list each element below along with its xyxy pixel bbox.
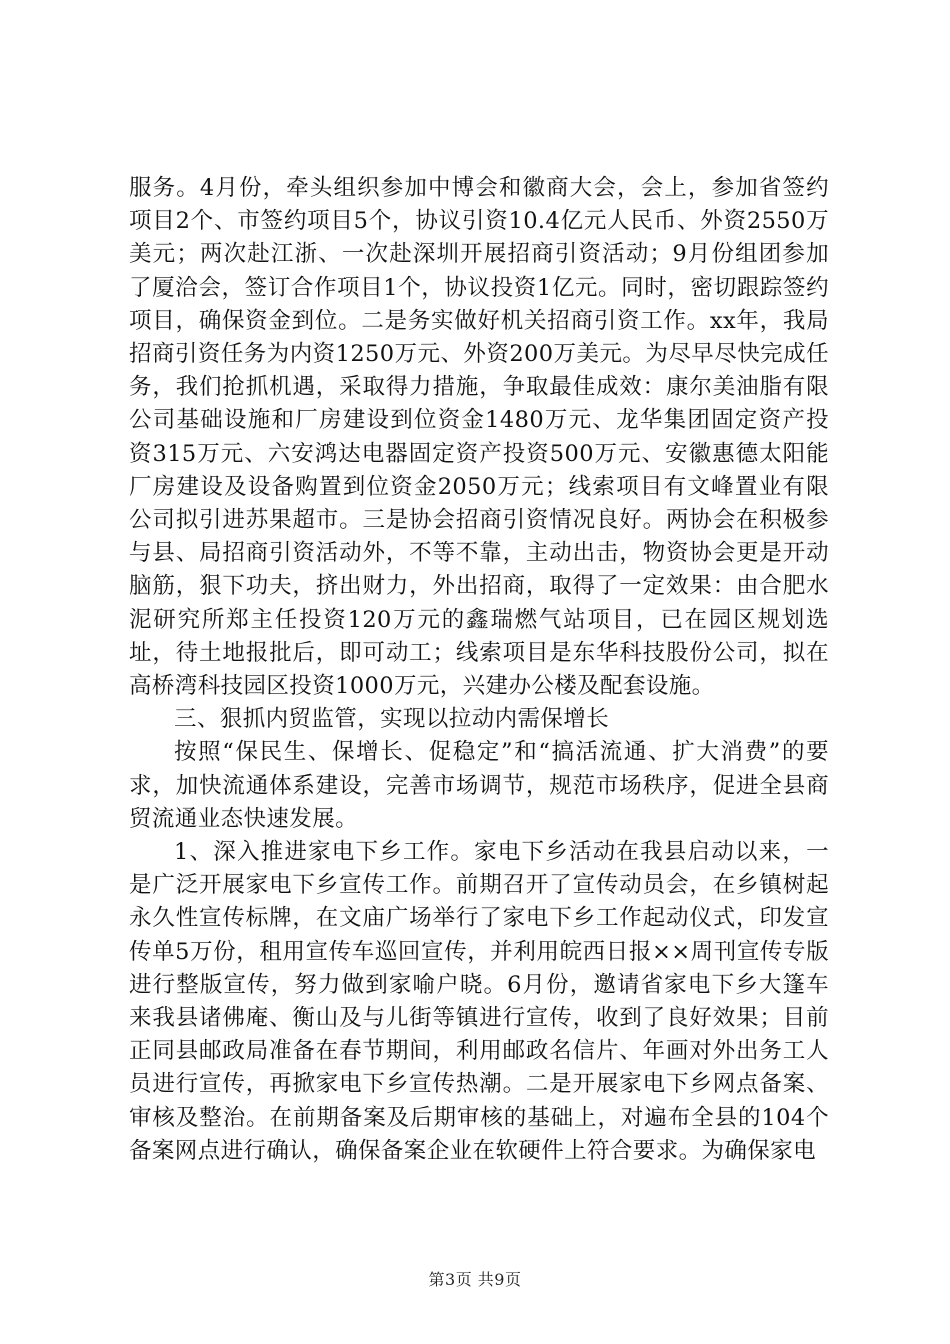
page-footer: 第3页 共9页	[428, 1270, 522, 1289]
paragraph-appliances-to-countryside: 1、深入推进家电下乡工作。家电下乡活动在我县启动以来，一是广泛开展家电下乡宣传工作。前期召开了宣传动员会，在乡镇树起永久性宣传标牌，在文庙广场举行了家电下乡工作起动仪式，印发宣传单5万份，租用宣传车巡回宣传，并利用皖西日报××周刊宣传专版进行整版宣传，努力做到家喻户晓。6月份，邀请省家电下乡大篷车来我县诸佛庵、衡山及与儿街等镇进行宣传，收到了良好效果；目前正同县邮政局准备在春节期间，利用邮政名信片、年画对外出务工人员进行宣传，再掀家电下乡宣传热潮。二是开展家电下乡网点备案、审核及整治。在前期备案及后期审核的基础上，对遍布全县的104个备案网点进行确认，确保备案企业在软硬件上符合要求。为确保家电	[129, 839, 829, 1164]
section-heading-domestic-trade: 三、狠抓内贸监管，实现以拉动内需保增长	[174, 706, 610, 733]
document-body	[129, 172, 829, 1168]
paragraph-trade-requirements: 按照“保民生、保增长、促稳定”和“搞活流通、扩大消费”的要求，加快流通体系建设，完善市场调节，规范市场秩序，促进全县商贸流通业态快速发展。	[129, 739, 829, 832]
paragraph-investment-summary: 服务。4月份，牵头组织参加中博会和徽商大会，会上，参加省签约项目2个、市签约项目5个，协议引资10.4亿元人民币、外资2550万美元；两次赴江浙、一次赴深圳开展招商引资活动；9月份组团参加了厦洽会，签订合作项目1个，协议投资1亿元。同时，密切跟踪签约项目，确保资金到位。二是务实做好机关招商引资工作。xx年，我局招商引资任务为内资1250万元、外资200万美元。为尽早尽快完成任务，我们抢抓机遇，采取得力措施，争取最佳成效：康尔美油脂有限公司基础设施和厂房建设到位资金1480万元、龙华集团固定资产投资315万元、六安鸿达电器固定资产投资500万元、安徽惠德太阳能厂房建设及设备购置到位资金2050万元；线索项目有文峰置业有限公司拟引进苏果超市。三是协会招商引资情况良好。两协会在积极参与县、局招商引资活动外，不等不靠，主动出击，物资协会更是开动脑筋，狠下功夫，挤出财力，外出招商，取得了一定效果：由合肥水泥研究所郑主任投资120万元的鑫瑞燃气站项目，已在园区规划选址，待土地报批后，即可动工；线索项目是东华科技股份公司，拟在高桥湾科技园区投资1000万元，兴建办公楼及配套设施。	[129, 175, 829, 700]
